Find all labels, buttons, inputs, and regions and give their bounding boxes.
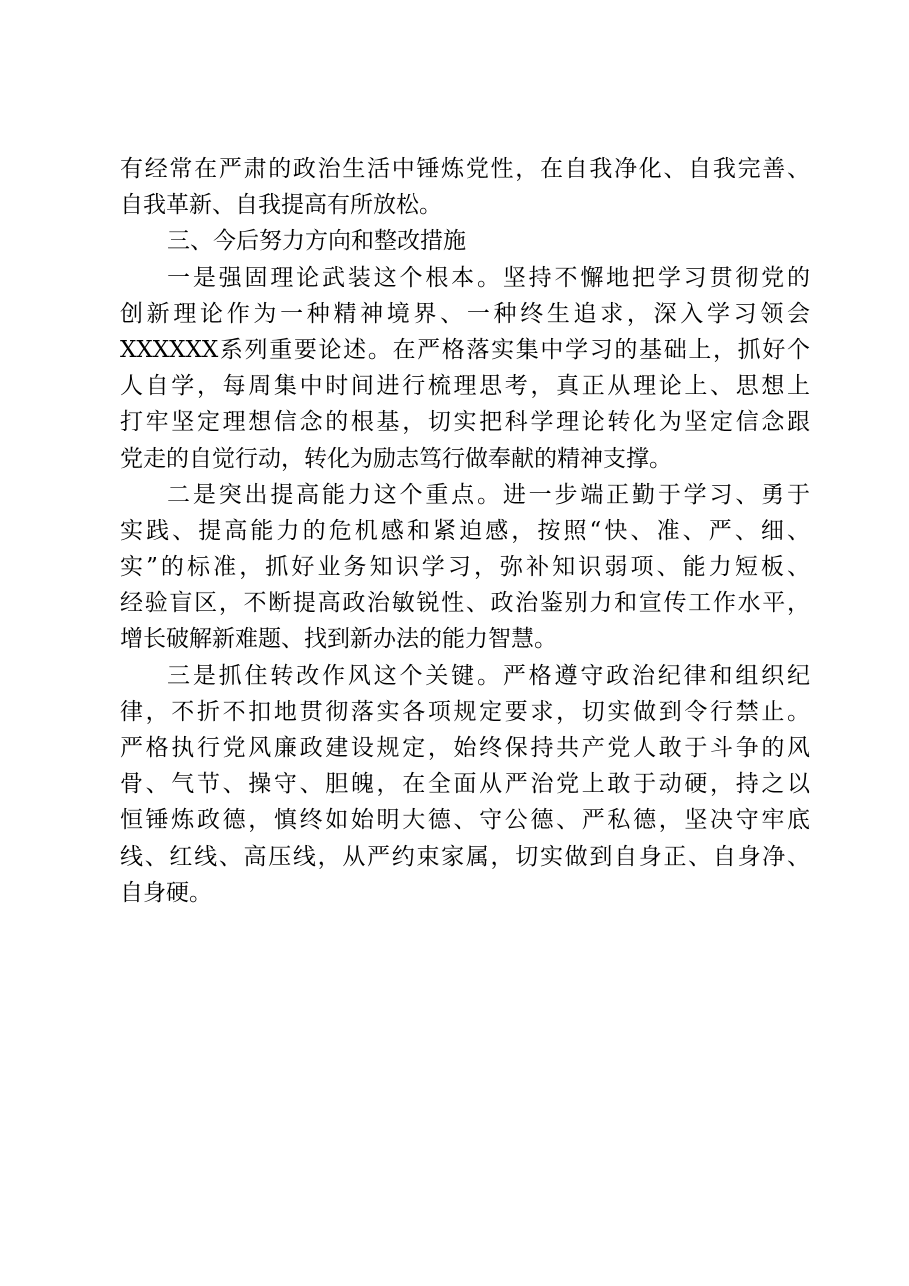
text-line: 严格执行党风廉政建设规定，始终保持共产党人敢于斗争的风	[120, 735, 810, 761]
text-line: 党走的自觉行动，转化为励志笃行做奉献的精神支撑。	[120, 445, 672, 472]
text-line: 增长破解新难题、找到新办法的能力智慧。	[120, 626, 557, 653]
text-line: 三是抓住转改作风这个关键。严格遵守政治纪律和组织纪	[167, 662, 810, 689]
text-line: 二是突出提高能力这个重点。进一步端正勤于学习、勇于	[167, 481, 810, 508]
text-line: 创新理论作为一种精神境界、一种终生追求，深入学习领会	[120, 300, 810, 327]
text-line: XXXXXX系列重要论述。在严格落实集中学习的基础上，抓好个	[120, 336, 810, 363]
text-line: 线、红线、高压线，从严约束家属，切实做到自身正、自身净、	[120, 843, 810, 870]
document-body	[120, 151, 810, 911]
text-line: 实践、提高能力的危机感和紧迫感，按照“快、准、严、细、	[120, 517, 810, 544]
text-line: 人自学，每周集中时间进行梳理思考，真正从理论上、思想上	[120, 373, 810, 400]
text-line: 骨、气节、操守、胆魄，在全面从严治党上敢于动硬，持之以	[120, 771, 810, 798]
paragraph-two	[120, 477, 810, 658]
text-line: 恒锤炼政德，慎终如始明大德、守公德、严私德，坚决守牢底	[120, 807, 810, 834]
paragraph-continuation	[120, 151, 810, 223]
text-line: 实”的标准，抓好业务知识学习，弥补知识弱项、能力短板、	[120, 554, 810, 581]
text-line: 有经常在严肃的政治生活中锤炼党性，在自我净化、自我完善、	[120, 156, 810, 182]
text-line: 打牢坚定理想信念的根基，切实把科学理论转化为坚定信念跟	[120, 409, 810, 436]
text-line: 经验盲区，不断提高政治敏锐性、政治鉴别力和宣传工作水平，	[120, 590, 810, 617]
paragraph-three	[120, 658, 810, 911]
text-line: 一是强固理论武装这个根本。坚持不懈地把学习贯彻党的	[167, 264, 810, 291]
text-line: 自身硬。	[120, 879, 212, 906]
section-heading-text: 三、今后努力方向和整改措施	[167, 228, 466, 255]
text-line: 自我革新、自我提高有所放松。	[120, 192, 442, 219]
section-heading	[120, 223, 810, 259]
paragraph-one	[120, 260, 810, 477]
text-line: 律，不折不扣地贯彻落实各项规定要求，切实做到令行禁止。	[120, 698, 810, 725]
